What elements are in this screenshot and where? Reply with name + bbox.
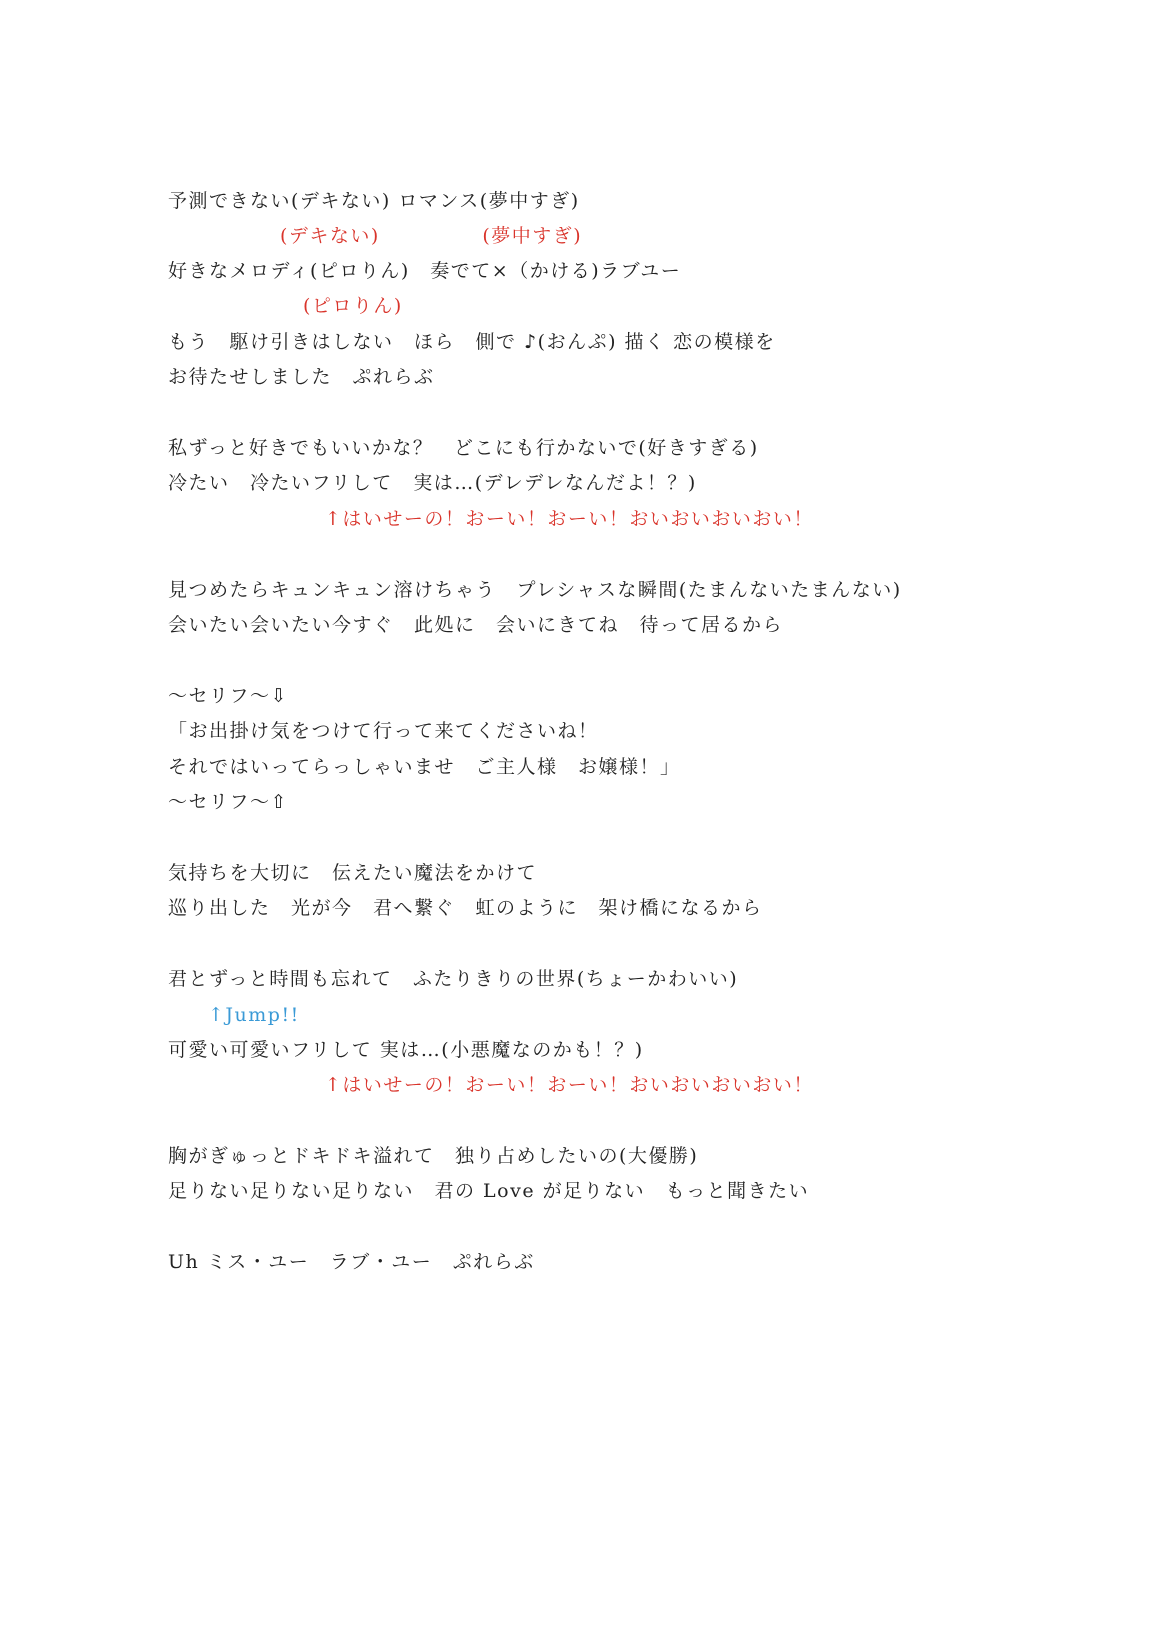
lyric-line: お待たせしました ぷれらぶ [168,366,435,388]
lyric-line: 「お出掛け気をつけて行って来てくださいね！ [168,720,599,742]
call-line: (デキない) (夢中すぎ) [280,225,583,247]
lyric-line: 足りない足りない足りない 君の Love が足りない もっと聞きたい [168,1180,810,1202]
lyric-line: もう 駆け引きはしない ほら 側で ♪(おんぷ) 描く 恋の模様を [168,331,776,353]
lyric-line: 見つめたらキュンキュン溶けちゃう プレシャスな瞬間(たまんないたまんない) [168,579,902,601]
lyric-line: 冷たい 冷たいフリして 実は…(デレデレなんだよ！？) [168,472,697,494]
lyric-line: 〜セリフ〜⇩ [168,685,288,707]
lyric-line: 胸がぎゅっとドキドキ溢れて 独り占めしたいの(大優勝) [168,1145,699,1167]
lyric-line: 君とずっと時間も忘れて ふたりきりの世界(ちょーかわいい) [168,968,739,990]
lyric-line: 会いたい会いたい今すぐ 此処に 会いにきてね 待って居るから [168,614,784,636]
lyric-line: 巡り出した 光が今 君へ繋ぐ 虹のように 架け橋になるから [168,897,763,919]
lyric-line: 予測できない(デキない) ロマンス(夢中すぎ) [168,190,580,212]
lyric-line: 私ずっと好きでもいいかな？ どこにも行かないで(好きすぎる) [168,437,759,459]
lyric-line: Uh ミス・ユー ラブ・ユー ぷれらぶ [168,1251,535,1273]
lyric-line: 好きなメロディ(ピロりん) 奏でて×（かける)ラブユー [168,260,682,282]
lyric-line: 〜セリフ〜⇧ [168,791,288,813]
call-line: ↑はいせーの！おーい！おーい！おいおいおいおい！ [325,1074,814,1096]
lyric-line: 気持ちを大切に 伝えたい魔法をかけて [168,862,538,884]
lyric-line: 可愛い可愛いフリして 実は…(小悪魔なのかも！？) [168,1039,644,1061]
jump-call-line: ↑Jump!! [208,1004,300,1026]
lyric-line: それではいってらっしゃいませ ご主人様 お嬢様！」 [168,756,681,778]
call-line: (ピロりん) [303,295,403,317]
call-line: ↑はいせーの！おーい！おーい！おいおいおいおい！ [325,508,814,530]
